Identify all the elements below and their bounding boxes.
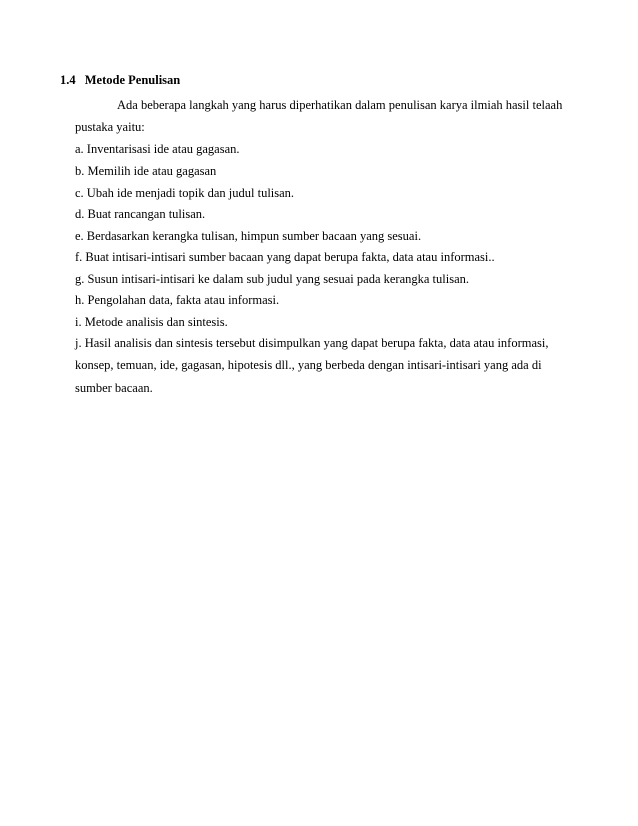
list-item-e: e. Berdasarkan kerangka tulisan, himpun sumber bacaan yang sesuai.	[75, 229, 422, 243]
paragraph-line-1: Ada beberapa langkah yang harus diperhatikan dalam penulisan karya ilmiah hasil telaah	[117, 98, 563, 112]
list-item-b: b. Memilih ide atau gagasan	[75, 164, 217, 178]
list-item-f: f. Buat intisari-intisari sumber bacaan yang dapat berupa fakta, data atau informasi..	[75, 250, 495, 264]
list-item-g: g. Susun intisari-intisari ke dalam sub judul yang sesuai pada kerangka tulisan.	[75, 272, 470, 286]
section-title: Metode Penulisan	[84, 73, 181, 87]
list-item-c: c. Ubah ide menjadi topik dan judul tulisan.	[75, 186, 295, 200]
paragraph-line-2: pustaka yaitu:	[75, 120, 145, 134]
list-item-h: h. Pengolahan data, fakta atau informasi.	[75, 293, 280, 307]
section-number: 1.4	[60, 73, 76, 87]
section-heading	[60, 73, 180, 88]
list-item-d: d. Buat rancangan tulisan.	[75, 207, 206, 221]
list-item-j-continued-1: konsep, temuan, ide, gagasan, hipotesis dll., yang berbeda dengan intisari-intisari yang ada di	[75, 358, 542, 372]
list-item-j-continued-2: sumber bacaan.	[75, 381, 153, 395]
list-item-j: j. Hasil analisis dan sintesis tersebut disimpulkan yang dapat berupa fakta, data atau informasi,	[75, 336, 549, 350]
list-item-a: a. Inventarisasi ide atau gagasan.	[75, 142, 240, 156]
list-item-i: i. Metode analisis dan sintesis.	[75, 315, 228, 329]
